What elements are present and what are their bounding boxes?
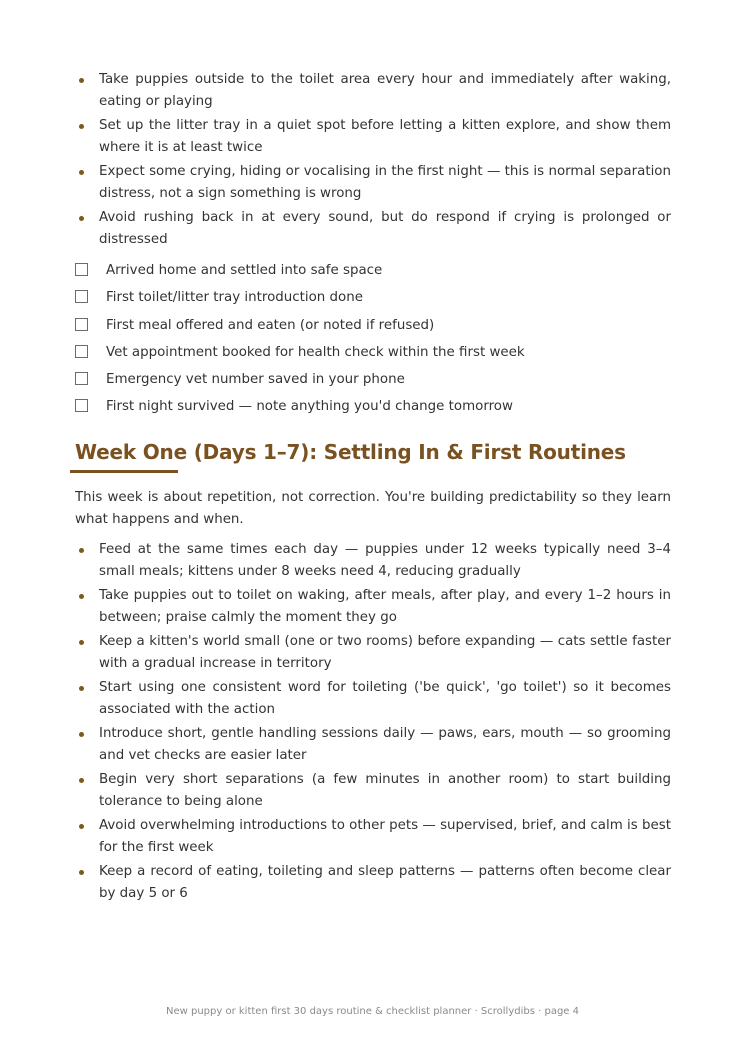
heading-underline (70, 470, 178, 473)
checklist-item (75, 369, 671, 391)
section-intro: This week is about repetition, not correction. You're building predictability so they learn what happens and when. (75, 490, 671, 528)
checkbox[interactable] (75, 345, 88, 358)
bullet-dot-icon (79, 732, 84, 737)
list-item-text: Start using one consistent word for toileting ('be quick', 'go toilet') so it becomes associated with the action (99, 680, 671, 718)
checklist-item (75, 315, 671, 337)
list-item (75, 207, 671, 251)
list-item (75, 769, 671, 813)
bullet-dot-icon (79, 870, 84, 875)
checklist-item (75, 342, 671, 364)
list-item (75, 723, 671, 767)
checklist-item (75, 260, 671, 282)
list-item (75, 861, 671, 905)
list-item-text: Take puppies outside to the toilet area every hour and immediately after waking, eating or playing (99, 72, 671, 109)
page-content (75, 69, 671, 907)
list-item (75, 585, 671, 629)
bullet-dot-icon (79, 824, 84, 829)
week-one-bullet-list (75, 539, 671, 905)
checklist-item (75, 287, 671, 309)
bullet-dot-icon (79, 778, 84, 783)
bullet-dot-icon (79, 78, 84, 83)
section-heading: Week One (Days 1–7): Settling In & First Routines (75, 440, 626, 465)
bullet-dot-icon (79, 124, 84, 129)
checklist-item-label: Vet appointment booked for health check within the first week (106, 344, 525, 360)
bullet-dot-icon (79, 640, 84, 645)
list-item-text: Keep a kitten's world small (one or two rooms) before expanding — cats settle faster with a gradual increase in territory (99, 634, 671, 672)
list-item-text: Feed at the same times each day — puppies under 12 weeks typically need 3–4 small meals; kittens under 8 weeks need 4, reducing gradually (99, 542, 671, 580)
list-item-text: Expect some crying, hiding or vocalising in the first night — this is normal separation distress, not a sign something is wrong (99, 164, 671, 201)
bullet-dot-icon (79, 594, 84, 599)
day-one-checklist (75, 260, 671, 418)
list-item (75, 115, 671, 159)
checklist-item-label: First toilet/litter tray introduction done (106, 290, 363, 306)
checkbox[interactable] (75, 399, 88, 412)
list-item (75, 677, 671, 721)
first-night-bullet-list (75, 69, 671, 251)
bullet-dot-icon (79, 686, 84, 691)
checklist-item (75, 396, 671, 418)
list-item (75, 815, 671, 859)
checkbox[interactable] (75, 263, 88, 276)
checkbox[interactable] (75, 318, 88, 331)
list-item (75, 539, 671, 583)
page-footer: New puppy or kitten first 30 days routine & checklist planner · Scrollydibs · page 4 (166, 1006, 579, 1017)
checklist-item-label: First night survived — note anything you'd change tomorrow (106, 399, 513, 415)
bullet-dot-icon (79, 170, 84, 175)
list-item-text: Avoid overwhelming introductions to other pets — supervised, brief, and calm is best for the first week (99, 818, 671, 856)
checklist-item-label: Arrived home and settled into safe space (106, 263, 383, 278)
checkbox[interactable] (75, 290, 88, 303)
checkbox[interactable] (75, 372, 88, 385)
list-item (75, 161, 671, 205)
list-item-text: Take puppies out to toilet on waking, after meals, after play, and every 1–2 hours in between; praise calmly the moment they go (99, 588, 671, 626)
list-item (75, 69, 671, 113)
list-item (75, 631, 671, 675)
list-item-text: Introduce short, gentle handling sessions daily — paws, ears, mouth — so grooming and vet checks are easier later (99, 726, 671, 764)
list-item-text: Keep a record of eating, toileting and sleep patterns — patterns often become clear by day 5 or 6 (99, 864, 671, 902)
list-item-text: Set up the litter tray in a quiet spot before letting a kitten explore, and show them where it is at least twice (99, 118, 671, 155)
bullet-dot-icon (79, 548, 84, 553)
list-item-text: Avoid rushing back in at every sound, but do respond if crying is prolonged or distressed (99, 210, 671, 247)
list-item-text: Begin very short separations (a few minutes in another room) to start building tolerance to being alone (99, 772, 671, 810)
checklist-item-label: First meal offered and eaten (or noted if refused) (106, 317, 435, 333)
bullet-dot-icon (79, 216, 84, 221)
checklist-item-label: Emergency vet number saved in your phone (106, 372, 405, 388)
